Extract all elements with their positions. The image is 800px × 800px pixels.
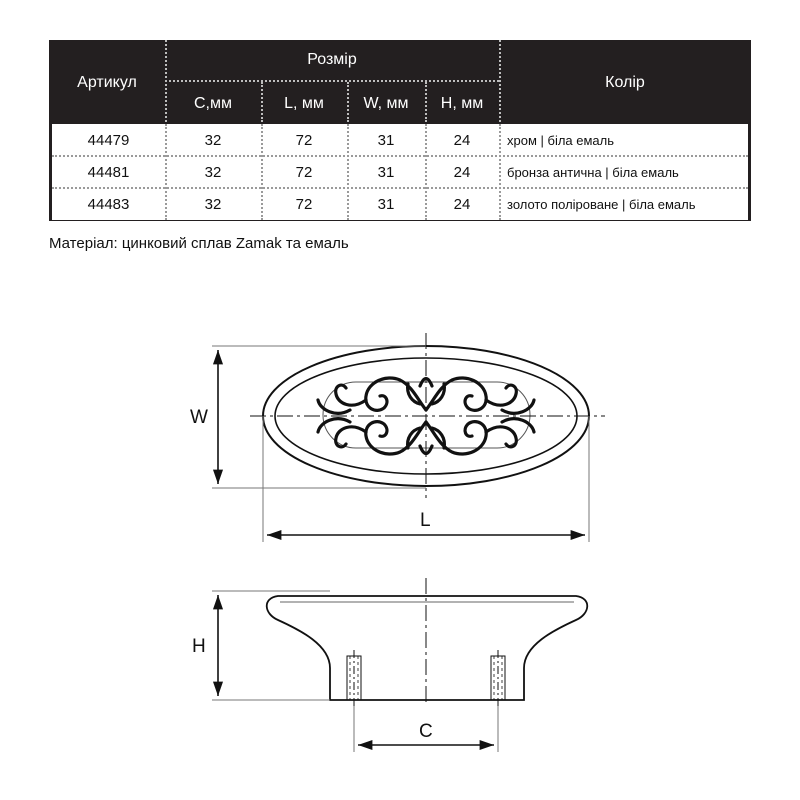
cell-color: золото поліроване | біла емаль <box>507 196 696 212</box>
w-label: W <box>190 407 208 428</box>
cell-l: 72 <box>295 131 313 149</box>
top-view <box>212 333 605 542</box>
c-label: C <box>419 721 433 742</box>
cell-article: 44481 <box>87 163 130 181</box>
header-w: W, мм <box>363 95 409 112</box>
l-label: L <box>420 510 431 531</box>
header-l: L, мм <box>284 95 324 112</box>
cell-l: 72 <box>295 163 313 181</box>
cell-article: 44479 <box>87 131 130 149</box>
cell-c: 32 <box>204 131 222 149</box>
cell-h: 24 <box>453 163 471 181</box>
cell-w: 31 <box>377 195 395 213</box>
cell-c: 32 <box>204 195 222 213</box>
cell-c: 32 <box>204 163 222 181</box>
cell-l: 72 <box>295 195 313 213</box>
cell-h: 24 <box>453 195 471 213</box>
cell-article: 44483 <box>87 195 130 213</box>
cell-color: хром | біла емаль <box>507 132 615 148</box>
header-c: C,мм <box>194 95 232 112</box>
knob-profile <box>267 596 588 700</box>
h-label: H <box>192 636 206 657</box>
cell-w: 31 <box>377 131 395 149</box>
cell-w: 31 <box>377 163 395 181</box>
header-article: Артикул <box>77 74 137 91</box>
header-color: Колір <box>605 74 645 91</box>
header-h: H, мм <box>440 95 484 112</box>
header-size-group: Розмір <box>307 51 357 68</box>
cell-h: 24 <box>453 131 471 149</box>
side-view <box>212 578 587 752</box>
cell-color: бронза антична | біла емаль <box>507 164 679 180</box>
material-note: Матеріал: цинковий сплав Zamak та емаль <box>49 235 349 252</box>
